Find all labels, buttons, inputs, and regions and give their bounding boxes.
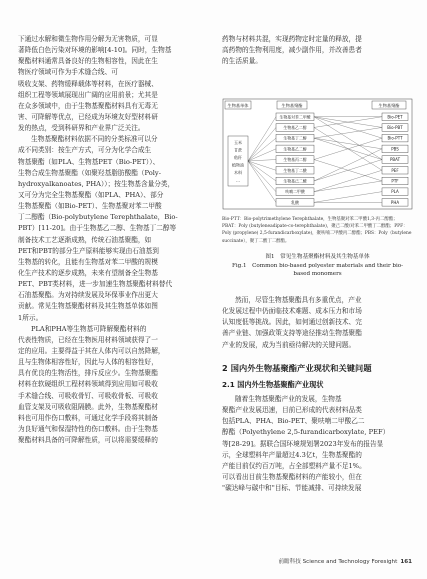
monomer-label: 乳酸 [291,199,299,205]
text-line: 生物基聚酯材料依据不同的分类标准可以分 [31,135,158,144]
text-line: 药物与材料共混，实现药物定时定量的释放，提 [222,35,362,43]
text-line: 认知度低等挑战。因此，如何通过创新技术、完 [222,318,362,327]
text-line: 石油基聚酯。为对持续发展及环保事业作出更大 [18,291,158,300]
text-line: 示，全球塑料年产量超过4.3亿t，生物基聚酯的 [222,450,362,459]
text-line: 化发展过程中仍面临技术难题、成本压力和市场 [222,307,362,316]
text-line: 随着生物基聚酯产业的发展，生物基 [235,395,342,403]
text-line: 具有优良的生物活性，排斥反应少。生物基聚酯 [18,369,158,378]
polyester-label: PTF [391,178,399,184]
figure-caption-en-1: Fig.1 Common bio-based polyester materials and their bio- [231,262,404,269]
polyester-label: Bio-PET [387,114,403,120]
text-line: 化生产技术的逐步成熟，未来有望制备全生物基 [18,268,158,277]
text-line: 在众多领域中，由于生物基聚酯材料具有无毒无 [18,101,158,110]
text-line: 可以看出目前生物基聚酯材料的产能较小，但在 [222,472,362,481]
figure-1 [222,98,413,210]
text-line: 又可分为完全生物基聚酯（如PLA、PHA）、部分 [18,190,164,199]
text-line: hydroxyalkanoates, PHA））；按生物基含量分类， [18,179,175,188]
text-line: 发的热点，受到科研界和产业界广泛关注。 [18,124,145,133]
text-line: 组织工程等领域展现出广阔的应用前景；尤其是 [18,90,158,99]
text-line: 产业的发展，成为当前亟待解决的关键问题。 [222,340,356,349]
text-line: PET和PBT的部分生产原料能够实现由石油基到 [18,246,159,255]
text-line: 聚酯产业发展迅速，目前已形成的代表材料品类 [222,406,362,415]
text-line: 等[28-29]。据联合国环境规划署2023年发布的报告显 [222,439,384,448]
monomer-label: 生物基丙二醇 [283,157,307,163]
figure-caption-cn: 图1 常见生物基聚酯材料及其生物基单体 [265,254,370,260]
text-line: 聚酯材料通常具备良好的生物相容性，因此在生 [18,57,158,66]
text-line: 然而，尽管生物基聚酯具有多重优点，产业 [235,296,362,304]
text-line: "碳达峰与碳中和"目标、节能减排、可持续发展 [222,484,362,493]
text-line: 醇酯（Polyethylene 2,5-furandicarboxylate, PEF） [222,428,390,437]
text-line: 代表性物质，已经在生物医用材料领域获得了一 [18,335,158,344]
text-line: 手术缝合线、可吸收骨钉、可吸收骨板、可吸收 [18,391,158,400]
source-label: … [236,177,240,183]
text-line: 贡献。常见生物基聚酯材料及其生物基单体如图 [18,302,158,311]
section-heading: 2 国内外生物基聚酯产业现状和关键问题 [222,363,372,373]
text-line: 著降低白色污染对环境的影响[4-10]。同时，生物基 [18,46,172,55]
text-line: 且与生物体相容性好，因此与人体的相容性好， [18,358,158,367]
text-line: 料也可用作伤口敷料，可通过化学手段将其制备 [18,413,158,422]
text-line: 丁二醇酯（Bio-polybutylene Terephthalate，Bio- [18,213,178,222]
figure-caption-en-2: based monomers [293,271,342,277]
text-line: 产能目前仅约百万吨，占全部塑料产量不足1%。 [222,461,366,470]
header-mid: 生物基聚酯 [281,103,303,108]
header-right: 生物基聚酯 [378,103,400,108]
text-line: PLA和PHA等生物基可降解聚酯材料的 [31,324,147,333]
monomer-label: 生物基丁二醇 [283,135,307,141]
text-line: 物医疗领域可作为手术缝合线、可 [18,68,118,77]
figure-note: Bio-PTT：Bio-polytrimethylene Terephthalate，生物基聚对苯二甲酸1,3-丙二醇酯；PBAT：Poly (butyleneadipate-co-terephthalate)，聚己二酸/对苯二甲酸丁二醇酯；PPF：Poly (propylene) 2,5-furandicarboxylate)，聚呋喃二甲酸丙二醇酯；PBS：Poly（butylene succinate），聚丁二酸丁二醇酯。 [222,217,412,244]
journal-name: 前瞻科技 Science and Technology Foresight [278,559,398,565]
text-line: 聚酯材料具备的可降解性质，可以将需要缓释的 [18,436,158,445]
text-line: PET、PBT类材料，进一步加速生物基聚酯材料替代 [18,280,173,289]
text-line: 善产业链、加强政策支持等途径推动生物基聚酯 [222,329,362,338]
text-line: 为良好通气和保湿特性的伤口敷料。由于生物基 [18,424,158,433]
monomer-label: 生物基己二酸 [283,178,307,184]
text-line: 吸收支架、药物缓释载体等材料，在医疗器械、 [18,79,158,88]
text-line: 害、可降解等优点，已经成为环境友好型材料研 [18,112,158,121]
header-left: 生物基单体 [227,103,249,108]
polyester-label: PBS [391,146,399,152]
polyester-label: Bio-PBT [387,125,403,130]
source-label: 木料 [234,170,242,175]
polyester-label: PBAT [389,157,401,163]
text-line: 材料在软硬组织工程材料领域得到应用如可吸收 [18,380,158,389]
page-footer [278,557,412,565]
monomer-label: 生物基乙二醇 [283,146,307,152]
monomer-label: 生物基乙二醇 [283,125,307,130]
source-label: 玉米 [234,140,242,145]
text-line: 高药物的生物利用度，减少副作用，并改善患者 [222,46,362,55]
text-line: 成不同类别：按生产方式，可分为化学合成生 [18,146,152,155]
text-line: 物基聚酯（如PLA、生物基PET（Bio-PET））、 [18,157,160,166]
text-line: 生物合成生物基聚酯（如聚羟基脂肪酸酯（Poly- [18,168,161,177]
figure-caption [222,253,413,279]
text-line: 生物基的转化，且能有生物基对苯二甲酸的规模 [18,257,158,266]
text-line: 制备技术工艺逐渐成熟，传统石油基聚酯，如 [18,235,152,244]
figure-diagram [222,98,413,210]
text-line: 血管支架及可吸收阻隔膜。此外，生物基聚酯材 [18,402,158,411]
polyester-label: Bio-PTT [387,135,403,141]
text-line: 1所示。 [18,313,43,322]
left-column [18,34,209,446]
monomer-label: 生物基丁二酸 [283,167,307,173]
text-line: 生物基聚酯（如Bio-PET）、生物基聚对苯二甲酸 [18,202,162,211]
text-line: 包括PLA、PHA、Bio-PET、聚呋喃二甲酸乙二 [222,417,365,426]
text-line: 下通过水解和微生物作用分解为无害物质，可显 [18,35,158,43]
page-number: 161 [400,559,412,565]
polyester-label: PHA [390,199,400,205]
polyester-label: PEF [391,167,399,173]
source-label: 甘蔗 [234,147,242,153]
text-line: PBT）[11-20]。由于生物基乙二醇、生物基丁二醇等 [18,224,177,233]
right-column-bottom [222,394,413,494]
text-line: 定的应用。主要得益于其在人体内可以自然降解， [18,346,165,355]
monomer-label: 生物基对苯二甲酸 [279,114,311,120]
text-line: 的生活质量。 [222,57,262,66]
source-label: 植物油 [232,162,244,168]
right-column-mid [222,295,413,351]
monomer-label: 呋喃二甲酸 [285,189,305,195]
polyester-label: PLA [391,189,399,195]
subsection-heading: 2.1 国内外生物基聚酯产业现状 [222,380,324,389]
right-column-top [222,34,413,67]
source-label: 秸秆 [234,155,242,160]
